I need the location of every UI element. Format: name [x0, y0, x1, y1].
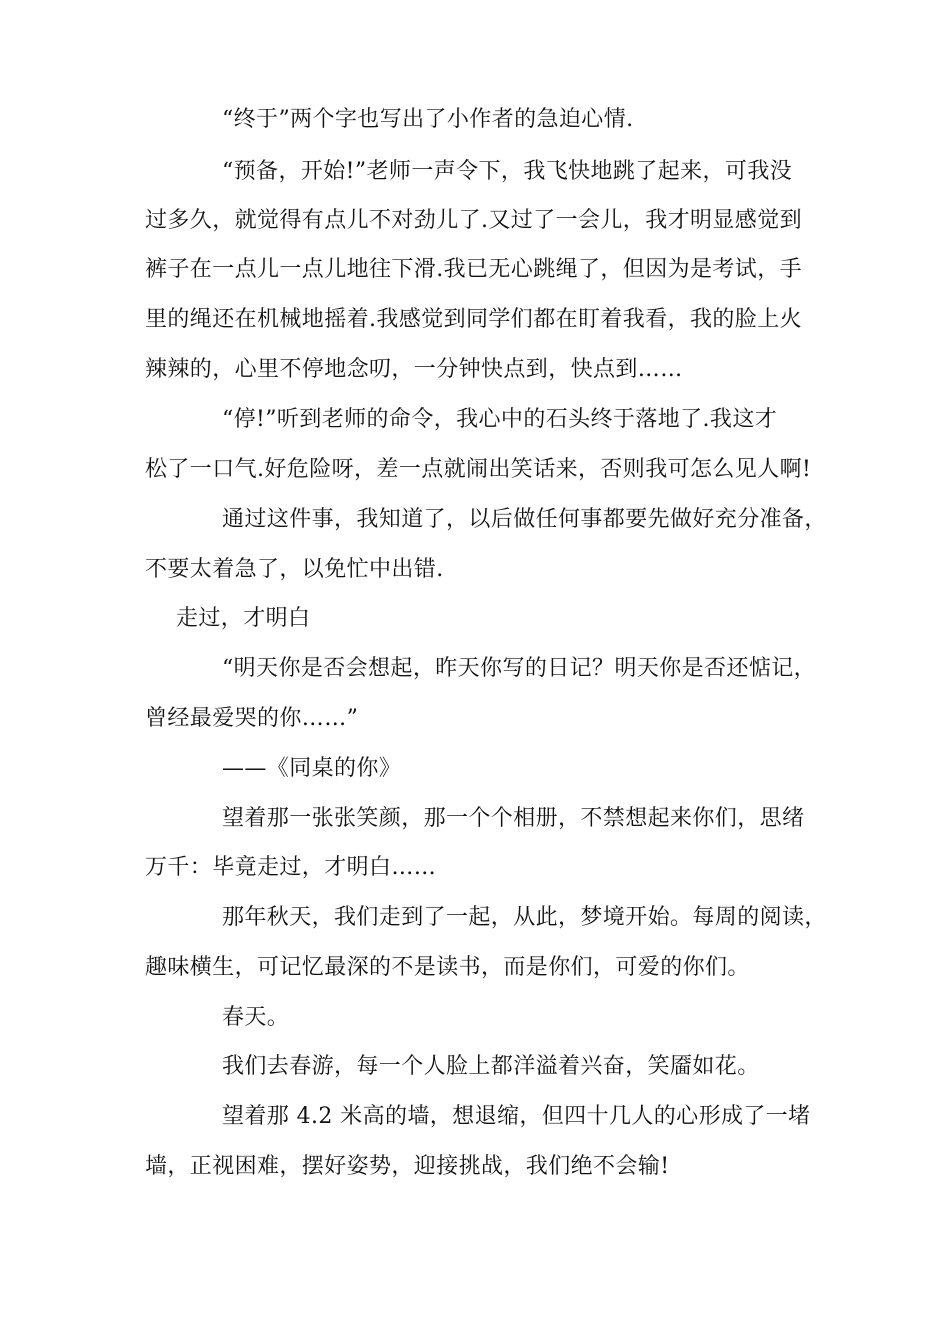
- paragraph-line: 墙，正视困难，摆好姿势，迎接挑战，我们绝不会输!: [145, 1154, 670, 1179]
- paragraph-line: 里的绳还在机械地摇着.我感觉到同学们都在盯着我看，我的脸上火: [145, 307, 802, 332]
- paragraph-line: 不要太着急了，以免忙中出错.: [145, 557, 444, 582]
- paragraph-line: “终于”两个字也写出了小作者的急迫心情.: [222, 107, 634, 132]
- quote-line: 曾经最爱哭的你……”: [145, 706, 359, 731]
- paragraph-line: 裤子在一点儿一点儿地往下滑.我已无心跳绳了，但因为是考试，手: [145, 257, 802, 282]
- paragraph-line: “停!”听到老师的命令，我心中的石头终于落地了.我这才: [222, 407, 778, 432]
- paragraph-line: 望着那一张张笑颜，那一个个相册，不禁想起来你们，思绪: [222, 806, 805, 831]
- quote-line: “明天你是否会想起，昨天你写的日记？明天你是否还惦记，: [222, 656, 817, 681]
- paragraph-line: 趣味横生，可记忆最深的不是读书，而是你们，可爱的你们。: [145, 955, 750, 980]
- paragraph-line: 通过这件事，我知道了，以后做任何事都要先做好充分准备，: [222, 507, 827, 532]
- paragraph-line: 望着那 4.2 米高的墙，想退缩，但四十几人的心形成了一堵: [222, 1104, 811, 1129]
- paragraph-line: 万千：毕竟走过，才明白……: [145, 855, 437, 880]
- section-title: 走过，才明白: [176, 606, 311, 631]
- quote-attribution: ——《同桌的你》: [222, 756, 402, 781]
- paragraph-line: 辣辣的，心里不停地念叨，一分钟快点到，快点到……: [145, 357, 683, 382]
- paragraph-line: “预备，开始!”老师一声令下，我飞快地跳了起来，可我没: [222, 159, 793, 184]
- paragraph-line: 春天。: [222, 1005, 290, 1030]
- paragraph-line: 我们去春游，每一个人脸上都洋溢着兴奋，笑靥如花。: [222, 1054, 760, 1079]
- paragraph-line: 过多久，就觉得有点儿不对劲儿了.又过了一会儿，我才明显感觉到: [145, 208, 802, 233]
- paragraph-line: 松了一口气.好危险呀，差一点就闹出笑话来，否则我可怎么见人啊!: [145, 457, 812, 482]
- paragraph-line: 那年秋天，我们走到了一起，从此，梦境开始。每周的阅读，: [222, 905, 827, 930]
